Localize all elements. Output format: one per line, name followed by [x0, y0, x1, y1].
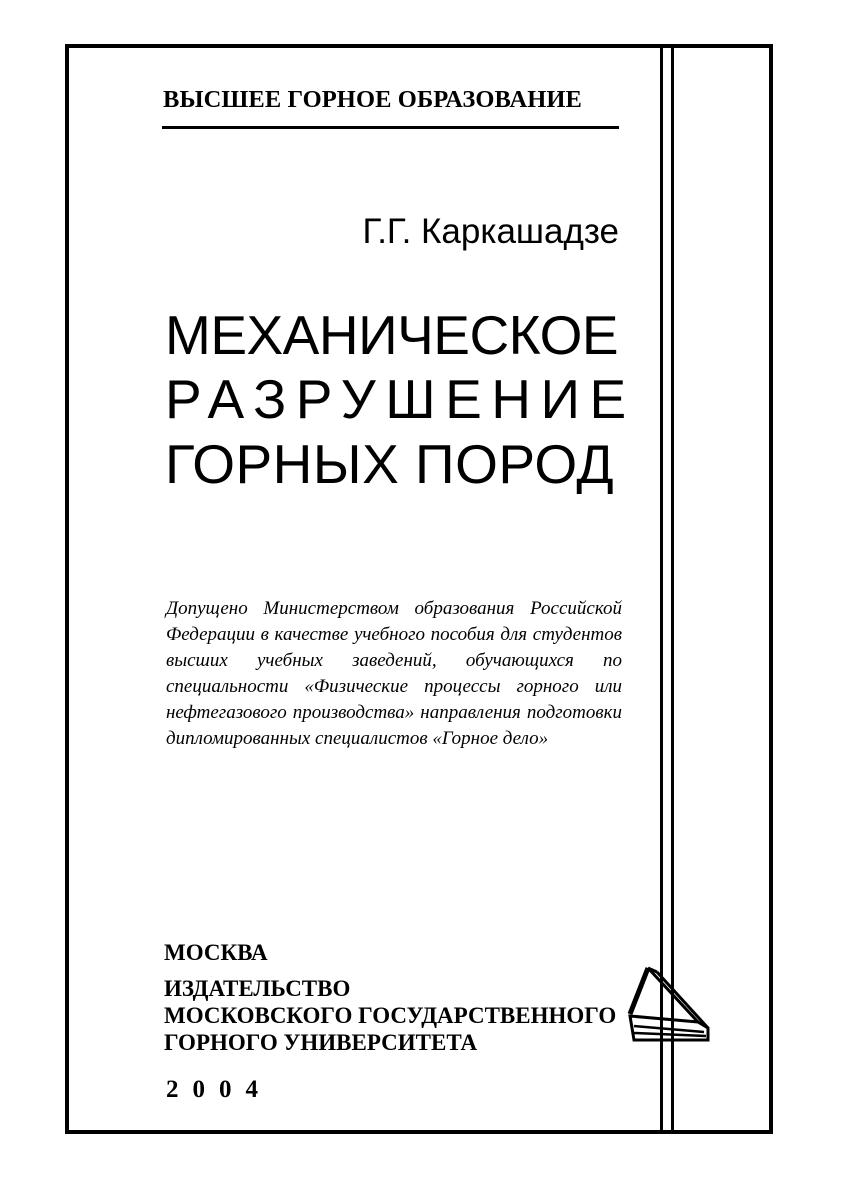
publisher-line-2: МОСКОВСКОГО ГОСУДАРСТВЕННОГО — [164, 1003, 617, 1028]
series-title: ВЫСШЕЕ ГОРНОЕ ОБРАЗОВАНИЕ — [163, 86, 582, 113]
book-title-line-2: РАЗРУШЕНИЕ — [165, 368, 636, 430]
publisher-name — [164, 975, 616, 1056]
series-underline — [162, 126, 619, 129]
approval-statement: Допущено Министерством образования Российской Федерации в качестве учебного пособия для студентов высших учебных заведений, обучающихся по специальности «Физические процессы горного или нефтегазового производства» направления подготовки дипломированных специалистов «Горное дело» — [166, 598, 622, 749]
publication-city: МОСКВА — [164, 940, 268, 965]
publisher-line-1: ИЗДАТЕЛЬСТВО — [164, 976, 351, 1001]
triangle-book-logo-icon — [624, 964, 718, 1058]
book-title-line-1: МЕХАНИЧЕСКОЕ — [165, 304, 619, 366]
book-title-line-3: ГОРНЫХ ПОРОД — [165, 433, 615, 495]
publisher-line-3: ГОРНОГО УНИВЕРСИТЕТА — [164, 1030, 478, 1055]
publication-year: 2004 — [166, 1076, 272, 1103]
author-name: Г.Г. Каркашадзе — [362, 212, 619, 251]
